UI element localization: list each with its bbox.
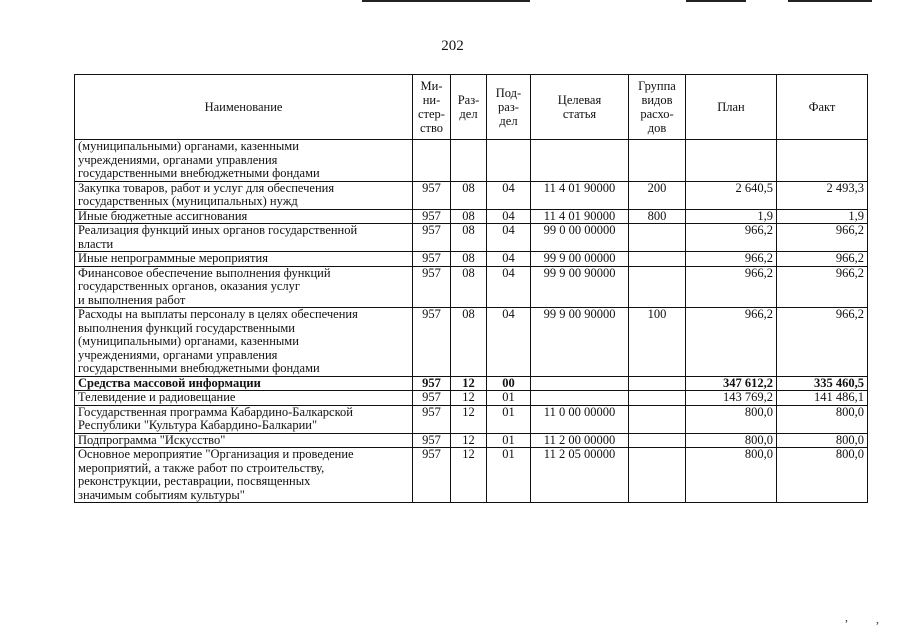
cell-plan: 966,2 [686,308,777,377]
cell-group [629,252,686,267]
cell-name: Подпрограмма "Искусство" [75,433,413,448]
cell-section: 08 [451,224,487,252]
cell-section [451,140,487,182]
cell-section: 08 [451,308,487,377]
table-row [75,224,868,252]
cell-fact: 1,9 [777,209,868,224]
cell-ministry: 957 [413,405,451,433]
scan-edge-line-left [362,0,530,2]
cell-plan: 800,0 [686,448,777,503]
cell-ministry [413,140,451,182]
cell-plan: 800,0 [686,405,777,433]
cell-ministry: 957 [413,252,451,267]
cell-subsection: 01 [487,448,531,503]
cell-target: 11 4 01 90000 [531,181,629,209]
cell-section: 12 [451,376,487,391]
cell-fact: 800,0 [777,405,868,433]
cell-group: 100 [629,308,686,377]
header-fact: Факт [777,75,868,140]
cell-ministry: 957 [413,308,451,377]
cell-name: (муниципальными) органами, казенными учреждениями, органами управления государственными внебюджетными фондами [75,140,413,182]
scan-mark: , [845,610,848,624]
cell-ministry: 957 [413,209,451,224]
cell-name: Телевидение и радиовещание [75,391,413,406]
cell-target: 11 4 01 90000 [531,209,629,224]
cell-plan: 2 640,5 [686,181,777,209]
cell-ministry: 957 [413,433,451,448]
cell-group [629,391,686,406]
header-ministry: Ми- ни- стер- ство [413,75,451,140]
cell-target [531,140,629,182]
table-row [75,433,868,448]
cell-target: 99 0 00 00000 [531,224,629,252]
cell-name: Иные непрограммные мероприятия [75,252,413,267]
cell-subsection [487,140,531,182]
cell-section: 12 [451,448,487,503]
cell-name: Иные бюджетные ассигнования [75,209,413,224]
cell-subsection: 04 [487,181,531,209]
table-row [75,405,868,433]
budget-table [74,74,868,503]
cell-group [629,405,686,433]
cell-plan: 143 769,2 [686,391,777,406]
header-plan: План [686,75,777,140]
cell-fact: 966,2 [777,224,868,252]
cell-plan: 347 612,2 [686,376,777,391]
cell-plan: 966,2 [686,266,777,308]
cell-ministry: 957 [413,224,451,252]
cell-plan: 800,0 [686,433,777,448]
cell-group [629,140,686,182]
cell-subsection: 04 [487,224,531,252]
cell-ministry: 957 [413,448,451,503]
header-target: Целевая статья [531,75,629,140]
header-name: Наименование [75,75,413,140]
page-number: 202 [441,38,464,54]
cell-section: 08 [451,181,487,209]
table-row [75,209,868,224]
header-section: Раз- дел [451,75,487,140]
cell-subsection: 04 [487,308,531,377]
cell-name: Основное мероприятие "Организация и проведение мероприятий, а также работ по строительству, реконструкции, реставрации, посвященных значимым событиям культуры" [75,448,413,503]
cell-fact [777,140,868,182]
cell-target [531,376,629,391]
cell-subsection: 04 [487,252,531,267]
table-row [75,252,868,267]
cell-name: Финансовое обеспечение выполнения функций государственных органов, оказания услуг и выполнения работ [75,266,413,308]
cell-group: 200 [629,181,686,209]
cell-ministry: 957 [413,181,451,209]
cell-subsection: 00 [487,376,531,391]
table-header-row [75,75,868,140]
cell-subsection: 01 [487,391,531,406]
header-subsection: Под- раз- дел [487,75,531,140]
cell-fact: 141 486,1 [777,391,868,406]
cell-name: Расходы на выплаты персоналу в целях обеспечения выполнения функций государственными (муниципальными) органами, казенными учреждениями, органами управления государственными внебюджетными фондами [75,308,413,377]
cell-group [629,433,686,448]
cell-fact: 966,2 [777,266,868,308]
cell-fact: 966,2 [777,252,868,267]
table-row [75,391,868,406]
cell-target: 11 2 05 00000 [531,448,629,503]
scan-mark: , [876,612,879,626]
cell-group: 800 [629,209,686,224]
cell-plan [686,140,777,182]
cell-plan: 1,9 [686,209,777,224]
scan-edge-line-right [788,0,872,2]
cell-group [629,376,686,391]
cell-fact: 2 493,3 [777,181,868,209]
cell-section: 12 [451,405,487,433]
cell-subsection: 04 [487,209,531,224]
cell-subsection: 01 [487,405,531,433]
cell-section: 08 [451,252,487,267]
table-row [75,308,868,377]
cell-fact: 966,2 [777,308,868,377]
cell-fact: 335 460,5 [777,376,868,391]
cell-target: 99 9 00 90000 [531,266,629,308]
cell-target: 99 9 00 90000 [531,308,629,377]
cell-ministry: 957 [413,266,451,308]
cell-section: 08 [451,209,487,224]
cell-fact: 800,0 [777,433,868,448]
cell-subsection: 04 [487,266,531,308]
cell-plan: 966,2 [686,252,777,267]
table-row [75,266,868,308]
scan-edge-line-middle [686,0,746,2]
cell-ministry: 957 [413,376,451,391]
cell-group [629,448,686,503]
table-row [75,140,868,182]
table-row [75,181,868,209]
cell-target [531,391,629,406]
cell-section: 12 [451,391,487,406]
cell-name: Реализация функций иных органов государственной власти [75,224,413,252]
cell-name: Средства массовой информации [75,376,413,391]
cell-name: Государственная программа Кабардино-Балкарской Республики "Культура Кабардино-Балкарии" [75,405,413,433]
cell-ministry: 957 [413,391,451,406]
cell-subsection: 01 [487,433,531,448]
cell-target: 11 0 00 00000 [531,405,629,433]
cell-group [629,266,686,308]
cell-name: Закупка товаров, работ и услуг для обеспечения государственных (муниципальных) нужд [75,181,413,209]
header-group: Группа видов расхо- дов [629,75,686,140]
cell-plan: 966,2 [686,224,777,252]
cell-fact: 800,0 [777,448,868,503]
cell-group [629,224,686,252]
table-row [75,448,868,503]
cell-section: 08 [451,266,487,308]
cell-target: 11 2 00 00000 [531,433,629,448]
table-row [75,376,868,391]
cell-section: 12 [451,433,487,448]
cell-target: 99 9 00 00000 [531,252,629,267]
